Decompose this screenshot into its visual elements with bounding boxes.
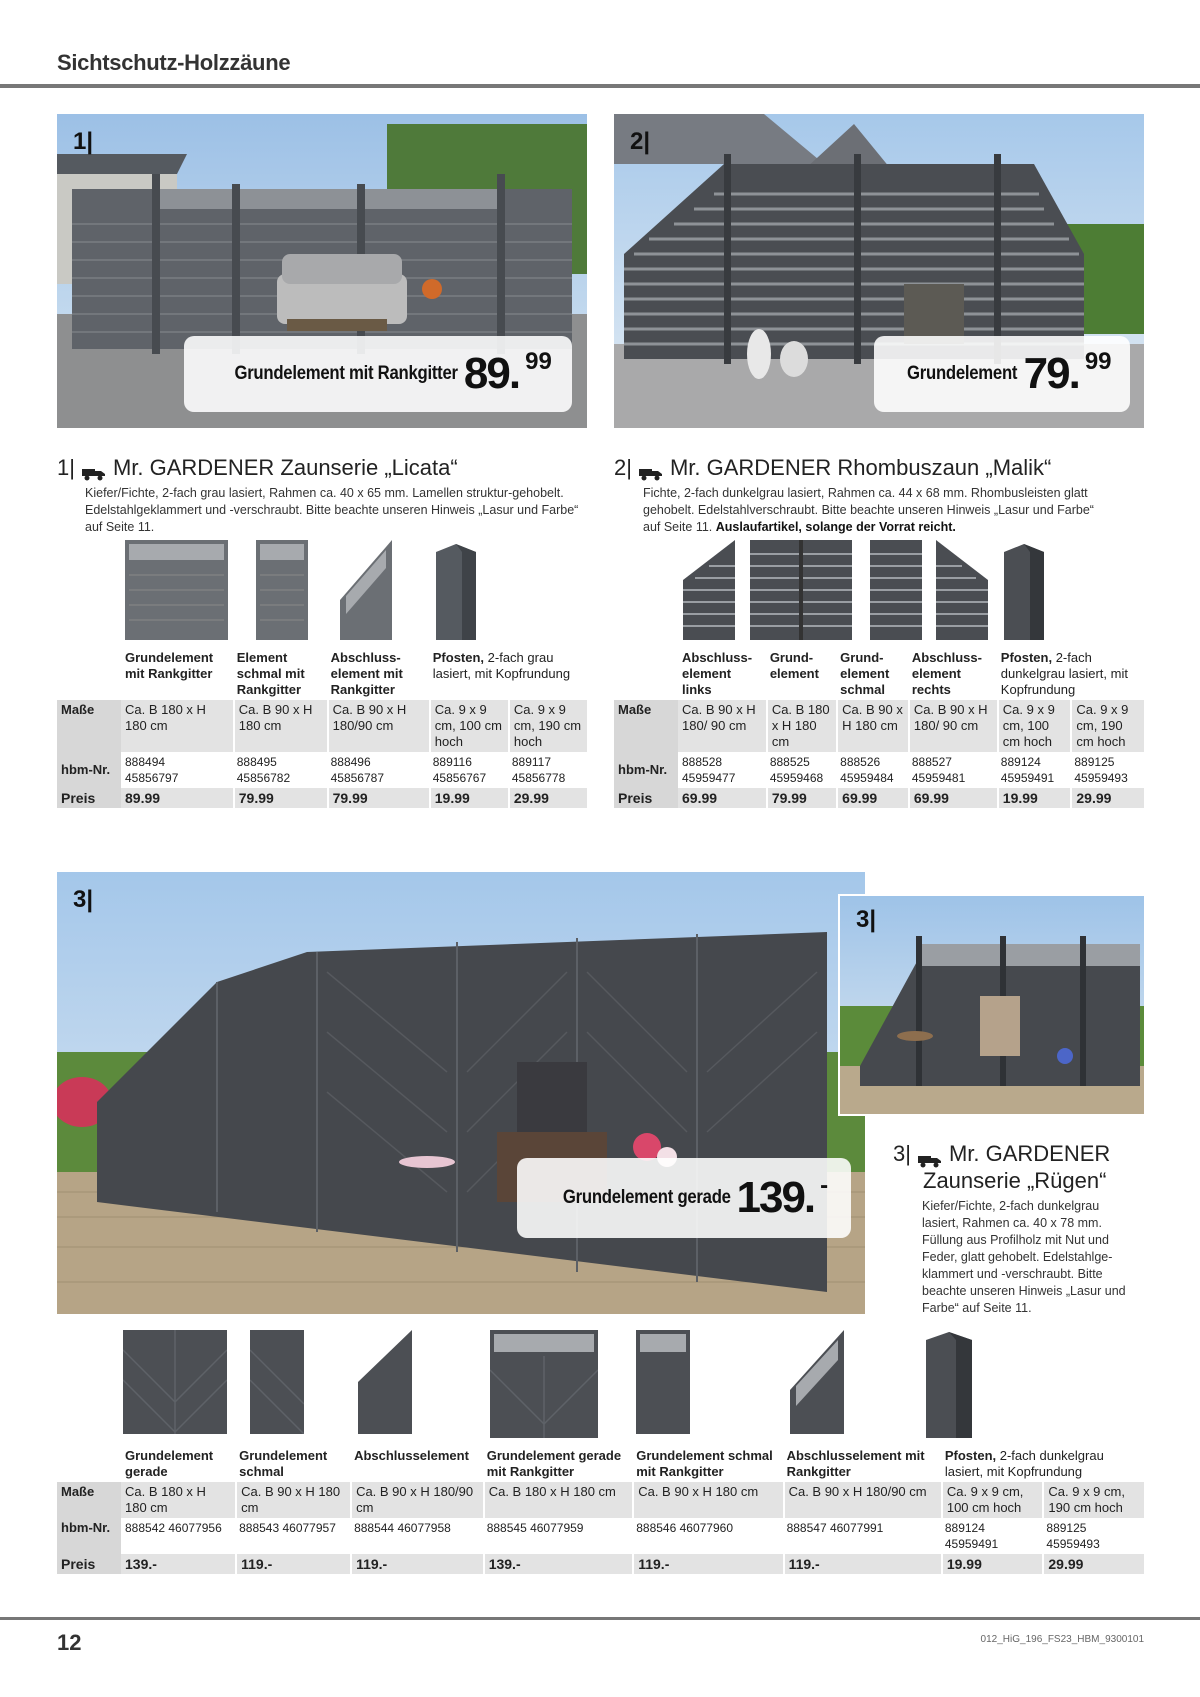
- price-tag-main: 89.: [463, 349, 520, 398]
- price-tag-main: 79.: [1023, 349, 1079, 398]
- product-1-heading: [57, 455, 458, 481]
- table-cell: 888496 45856787: [327, 752, 429, 788]
- col-header: Abschlusselement mit Rankgitter: [783, 1446, 941, 1482]
- product-2-heading: [614, 455, 1051, 481]
- product-1-spec-table: [57, 648, 587, 808]
- thumb-licata-abschluss: [340, 540, 392, 640]
- table-cell: 888545 46077959: [483, 1518, 633, 1554]
- product-3-spec-table: [57, 1446, 1144, 1574]
- table-cell: Ca. B 90 x H 180/ 90 cm: [908, 700, 997, 752]
- price-tag-cents: -: [820, 1172, 829, 1199]
- col-header: Grund-element schmal: [836, 648, 908, 700]
- price-cell: 119.-: [350, 1554, 483, 1574]
- product-2-spec-table: [614, 648, 1144, 808]
- thumb-malik-abschluss-links: [683, 540, 735, 640]
- row-label: hbm-Nr.: [57, 752, 121, 788]
- table-cell: 889117 45856778: [508, 752, 587, 788]
- table-cell: 889125 45959493: [1042, 1518, 1144, 1554]
- col-header: Grundelement gerade mit Rankgitter: [483, 1446, 633, 1482]
- price-tag-cents: 99: [1084, 348, 1112, 375]
- product-3-detail-photo: [838, 894, 1146, 1116]
- thumb-malik-abschluss-rechts: [936, 540, 988, 640]
- thumb-ruegen-abschluss-rankgitter: [790, 1330, 844, 1434]
- price-cell: 29.99: [1042, 1554, 1144, 1574]
- price-cell: 79.99: [766, 788, 836, 808]
- table-cell: Ca. 9 x 9 cm, 100 cm hoch: [997, 700, 1071, 752]
- table-cell: 888528 45959477: [678, 752, 766, 788]
- table-cell: Ca. 9 x 9 cm, 190 cm hoch: [508, 700, 587, 752]
- table-cell: Ca. B 90 x H 180/90 cm: [327, 700, 429, 752]
- price-cell: 119.-: [632, 1554, 782, 1574]
- col-header: Grundelement schmal mit Rankgitter: [632, 1446, 782, 1482]
- product-3-heading: [893, 1140, 1110, 1194]
- row-label: Maße: [57, 700, 121, 752]
- col-header: Grundelement gerade: [121, 1446, 235, 1482]
- truck-icon: [917, 1147, 943, 1163]
- col-header: Grundelement schmal: [235, 1446, 350, 1482]
- product-2-photo-number: 2|: [630, 128, 651, 155]
- price-cell: 69.99: [836, 788, 908, 808]
- price-cell: 119.-: [783, 1554, 941, 1574]
- table-cell: Ca. 9 x 9 cm, 190 cm hoch: [1042, 1482, 1144, 1518]
- product-2-brand: Mr. GARDENER Rhombuszaun „Malik“: [669, 455, 1052, 480]
- col-header: Element schmal mit Rankgitter: [233, 648, 327, 700]
- header-divider: [0, 84, 1200, 88]
- row-label: hbm-Nr.: [614, 752, 678, 788]
- table-cell: 888525 45959468: [766, 752, 836, 788]
- table-cell: Ca. 9 x 9 cm, 100 cm hoch: [941, 1482, 1043, 1518]
- table-cell: 888494 45856797: [121, 752, 233, 788]
- product-3-photo-number: 3|: [73, 886, 94, 913]
- product-1-price-tag: [184, 336, 572, 412]
- price-cell: 139.-: [483, 1554, 633, 1574]
- col-header: Abschluss-element mit Rankgitter: [327, 648, 429, 700]
- truck-icon: [638, 461, 664, 477]
- product-2-description: Fichte, 2-fach dunkelgrau lasiert, Rahmen ca. 44 x 68 mm. Rhombusleisten glatt gehobelt. Edelstahlverschraubt. Bitte beachte unseren Hinweis „Lasur und Farbe“ auf Seite 11. Auslaufartikel, solange der Vorrat reicht.: [643, 486, 1094, 534]
- table-cell: 888495 45856782: [233, 752, 327, 788]
- table-cell: Ca. B 180 x H 180 cm: [121, 1482, 235, 1518]
- document-code: 012_HiG_196_FS23_HBM_9300101: [980, 1634, 1144, 1645]
- price-tag-main: 139.: [736, 1173, 815, 1222]
- price-cell: 19.99: [941, 1554, 1043, 1574]
- product-3-price-tag: [517, 1158, 851, 1238]
- row-label: Preis: [57, 1554, 121, 1574]
- table-cell: Ca. B 90 x H 180 cm: [836, 700, 908, 752]
- price-cell: 119.-: [235, 1554, 350, 1574]
- col-header: Pfosten, 2-fach grau lasiert, mit Kopfrundung: [429, 648, 587, 700]
- product-3-photo: [57, 872, 865, 1314]
- product-2-number: 2|: [614, 455, 632, 480]
- table-cell: Ca. B 180 x H 180 cm: [766, 700, 836, 752]
- price-tag-label: Grundelement: [907, 363, 1018, 384]
- table-cell: 888543 46077957: [235, 1518, 350, 1554]
- thumb-licata-pfosten: [432, 540, 480, 640]
- col-header: Pfosten, 2-fach dunkelgrau lasiert, mit Kopfrundung: [997, 648, 1144, 700]
- thumb-ruegen-schmal: [250, 1330, 304, 1434]
- product-2-photo: [614, 114, 1144, 428]
- table-cell: Ca. 9 x 9 cm, 100 cm hoch: [429, 700, 508, 752]
- row-label: Maße: [57, 1482, 121, 1518]
- table-cell: 888546 46077960: [632, 1518, 782, 1554]
- table-cell: Ca. B 90 x H 180/90 cm: [350, 1482, 483, 1518]
- row-label: hbm-Nr.: [57, 1518, 121, 1554]
- clearance-note: Auslaufartikel, solange der Vorrat reicht.: [715, 520, 956, 534]
- thumb-ruegen-pfosten: [922, 1328, 976, 1438]
- price-tag-label: Grundelement mit Rankgitter: [234, 363, 458, 384]
- table-cell: Ca. B 90 x H 180 cm: [233, 700, 327, 752]
- page-title: Sichtschutz-Holzzäune: [57, 50, 291, 75]
- table-cell: 888547 46077991: [783, 1518, 941, 1554]
- page-number: 12: [57, 1630, 82, 1655]
- table-cell: 888542 46077956: [121, 1518, 235, 1554]
- product-1-photo: [57, 114, 587, 428]
- col-header: Pfosten, 2-fach dunkelgrau lasiert, mit Kopfrundung: [941, 1446, 1144, 1482]
- thumb-ruegen-grundelement: [123, 1330, 227, 1434]
- table-cell: 888544 46077958: [350, 1518, 483, 1554]
- truck-icon: [81, 461, 107, 477]
- table-cell: Ca. B 90 x H 180 cm: [632, 1482, 782, 1518]
- table-cell: 889124 45959491: [997, 752, 1071, 788]
- thumb-licata-schmal: [256, 540, 308, 640]
- product-3-brand-line1: Mr. GARDENER: [948, 1141, 1111, 1166]
- thumb-malik-grundelement: [750, 540, 852, 640]
- product-2-price-tag: [874, 336, 1130, 412]
- price-cell: 79.99: [233, 788, 327, 808]
- product-1-photo-number: 1|: [73, 128, 94, 155]
- thumb-licata-grundelement: [125, 540, 228, 640]
- price-cell: 79.99: [327, 788, 429, 808]
- table-cell: Ca. B 90 x H 180/ 90 cm: [678, 700, 766, 752]
- footer-divider: [0, 1617, 1200, 1620]
- product-1-number: 1|: [57, 455, 75, 480]
- table-cell: Ca. B 90 x H 180/90 cm: [783, 1482, 941, 1518]
- table-cell: 889116 45856767: [429, 752, 508, 788]
- thumb-ruegen-schmal-rankgitter: [636, 1330, 690, 1434]
- col-header: Grundelement mit Rankgitter: [121, 648, 233, 700]
- table-cell: Ca. B 90 x H 180 cm: [235, 1482, 350, 1518]
- table-cell: Ca. B 180 x H 180 cm: [483, 1482, 633, 1518]
- row-label: Preis: [57, 788, 121, 808]
- product-3-detail-photo-number: 3|: [856, 906, 877, 933]
- price-cell: 19.99: [429, 788, 508, 808]
- thumb-ruegen-abschluss: [358, 1330, 412, 1434]
- row-label: Maße: [614, 700, 678, 752]
- product-3-description: Kiefer/Fichte, 2-fach dunkelgrau lasiert, Rahmen ca. 40 x 78 mm. Füllung aus Profilholz mit Nut und Feder, glatt gehobelt. Edelstahlge-klammert und -verschraubt. Bitte beachte unseren Hinweis „Lasur und Farbe“ auf Seite 11.: [922, 1199, 1126, 1315]
- table-cell: 889125 45959493: [1070, 752, 1144, 788]
- row-label: Preis: [614, 788, 678, 808]
- product-1-brand: Mr. GARDENER Zaunserie „Licata“: [112, 455, 458, 480]
- col-header: Grund-element: [766, 648, 836, 700]
- price-cell: 89.99: [121, 788, 233, 808]
- product-3-brand-line2: Zaunserie „Rügen“: [923, 1168, 1107, 1193]
- table-cell: 888526 45959484: [836, 752, 908, 788]
- table-cell: 889124 45959491: [941, 1518, 1043, 1554]
- price-tag-cents: 99: [525, 348, 552, 375]
- product-3-number: 3|: [893, 1141, 911, 1166]
- col-header: Abschlusselement: [350, 1446, 483, 1482]
- price-cell: 29.99: [1070, 788, 1144, 808]
- price-tag-label: Grundelement gerade: [562, 1187, 731, 1208]
- product-1-description: Kiefer/Fichte, 2-fach grau lasiert, Rahmen ca. 40 x 65 mm. Lamellen struktur-gehobelt. Edelstahlgeklammert und -verschraubt. Bitte beachte unseren Hinweis „Lasur und Farbe“ auf Seite 11.: [85, 486, 579, 534]
- col-header: Abschluss-element rechts: [908, 648, 997, 700]
- table-cell: Ca. 9 x 9 cm, 190 cm hoch: [1070, 700, 1144, 752]
- thumb-malik-pfosten: [1000, 540, 1048, 640]
- price-cell: 19.99: [997, 788, 1071, 808]
- price-cell: 139.-: [121, 1554, 235, 1574]
- thumb-ruegen-grundelement-rankgitter: [490, 1330, 598, 1438]
- table-cell: 888527 45959481: [908, 752, 997, 788]
- price-cell: 69.99: [678, 788, 766, 808]
- price-cell: 69.99: [908, 788, 997, 808]
- col-header: Abschluss-element links: [678, 648, 766, 700]
- thumb-malik-schmal: [870, 540, 922, 640]
- price-cell: 29.99: [508, 788, 587, 808]
- table-cell: Ca. B 180 x H 180 cm: [121, 700, 233, 752]
